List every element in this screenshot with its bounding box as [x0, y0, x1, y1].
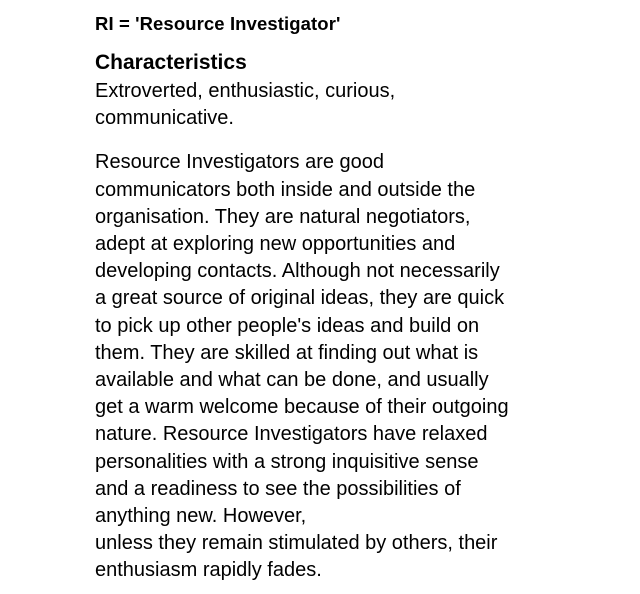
- paragraph-line: personalities with a strong inquisitive sense: [95, 450, 479, 473]
- paragraph-line: anything new. However,: [95, 504, 307, 527]
- paragraph-line: a great source of original ideas, they are quick: [95, 287, 505, 310]
- page-title: RI = 'Resource Investigator': [95, 13, 341, 34]
- paragraph-line: organisation. They are natural negotiators,: [95, 205, 471, 228]
- paragraph-line: and a readiness to see the possibilities of: [95, 477, 461, 500]
- description-paragraph: [95, 149, 555, 584]
- paragraph-line: developing contacts. Although not necessarily: [95, 260, 500, 283]
- paragraph-line: Resource Investigators are good: [95, 151, 385, 174]
- characteristics-traits-text: Extroverted, enthusiastic, curious, communicative.: [95, 80, 396, 129]
- paragraph-line: available and what can be done, and usually: [95, 368, 489, 391]
- paragraph-line: communicators both inside and outside the: [95, 178, 476, 201]
- section-heading-characteristics: Characteristics: [95, 50, 247, 74]
- paragraph-line: enthusiasm rapidly fades.: [95, 559, 322, 582]
- paragraph-line: get a warm welcome because of their outgoing: [95, 396, 509, 419]
- paragraph-line: nature. Resource Investigators have relaxed: [95, 423, 488, 446]
- paragraph-line: them. They are skilled at finding out what is: [95, 341, 479, 364]
- paragraph-line: to pick up other people's ideas and build on: [95, 314, 480, 337]
- paragraph-line: unless they remain stimulated by others, their: [95, 532, 498, 555]
- paragraph-line: adept at exploring new opportunities and: [95, 233, 456, 256]
